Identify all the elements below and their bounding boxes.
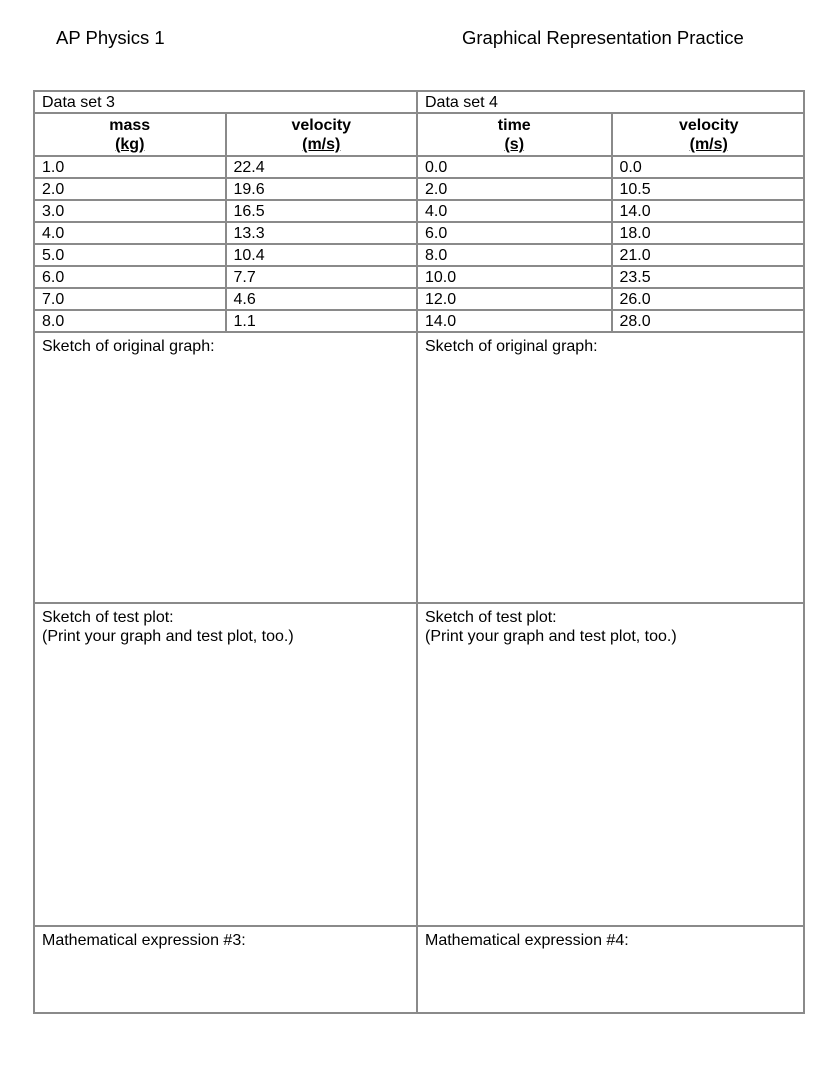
sketch-original-box-4[interactable] xyxy=(418,333,805,604)
worksheet-table xyxy=(33,90,805,1014)
sketch-test-box-4[interactable] xyxy=(418,604,805,927)
mass-cell: 6.0 xyxy=(42,269,65,286)
time-unit: (s) xyxy=(504,136,525,153)
sketch-original-box-3[interactable] xyxy=(35,333,416,604)
time-column-header xyxy=(418,114,611,155)
table-row xyxy=(418,311,805,333)
table-row xyxy=(35,201,416,223)
table-row xyxy=(35,311,416,333)
sketch-test-label: Sketch of test plot: xyxy=(42,609,174,626)
data-set-3-title: Data set 3 xyxy=(35,92,416,114)
table-row xyxy=(35,179,416,201)
table-row xyxy=(418,267,805,289)
velocity-cell: 23.5 xyxy=(611,267,806,287)
velocity-label: velocity xyxy=(678,117,739,134)
velocity-cell: 1.1 xyxy=(225,311,417,331)
table-row xyxy=(418,223,805,245)
velocity-cell: 7.7 xyxy=(225,267,417,287)
time-cell: 6.0 xyxy=(425,225,448,242)
velocity-cell: 26.0 xyxy=(611,289,806,309)
time-cell: 8.0 xyxy=(425,247,448,264)
sketch-test-label: Sketch of test plot: xyxy=(425,609,557,626)
velocity-cell: 14.0 xyxy=(611,201,806,221)
time-cell: 4.0 xyxy=(425,203,448,220)
mass-cell: 8.0 xyxy=(42,313,65,330)
table-row xyxy=(35,289,416,311)
table-row xyxy=(35,223,416,245)
time-label: time xyxy=(497,117,531,134)
sketch-original-label: Sketch of original graph: xyxy=(42,338,215,355)
expression-box-4[interactable] xyxy=(418,927,805,1012)
velocity-cell: 10.5 xyxy=(611,179,806,199)
course-title: AP Physics 1 xyxy=(56,27,165,48)
data-set-3-header xyxy=(35,114,416,157)
print-note: (Print your graph and test plot, too.) xyxy=(425,628,677,645)
table-row xyxy=(418,245,805,267)
table-row xyxy=(418,179,805,201)
velocity-cell: 18.0 xyxy=(611,223,806,243)
data-set-4-title: Data set 4 xyxy=(418,92,805,114)
time-cell: 0.0 xyxy=(425,159,448,176)
table-row xyxy=(35,267,416,289)
mass-cell: 5.0 xyxy=(42,247,65,264)
mass-unit: (kg) xyxy=(115,136,145,153)
velocity-cell: 10.4 xyxy=(225,245,417,265)
mass-cell: 2.0 xyxy=(42,181,65,198)
velocity-cell: 4.6 xyxy=(225,289,417,309)
print-note: (Print your graph and test plot, too.) xyxy=(42,628,294,645)
time-cell: 12.0 xyxy=(425,291,457,308)
velocity-cell: 16.5 xyxy=(225,201,417,221)
velocity-cell: 21.0 xyxy=(611,245,806,265)
mass-cell: 1.0 xyxy=(42,159,65,176)
data-set-4-header xyxy=(418,114,805,157)
table-row xyxy=(35,157,416,179)
time-cell: 14.0 xyxy=(425,313,457,330)
data-set-3-panel xyxy=(35,92,416,1012)
time-cell: 2.0 xyxy=(425,181,448,198)
sketch-original-label: Sketch of original graph: xyxy=(425,338,598,355)
mass-cell: 3.0 xyxy=(42,203,65,220)
velocity-cell: 13.3 xyxy=(225,223,417,243)
data-set-4-panel xyxy=(416,92,805,1012)
velocity-unit: (m/s) xyxy=(689,136,728,153)
velocity-cell: 22.4 xyxy=(225,157,417,177)
table-row xyxy=(35,245,416,267)
worksheet-title: Graphical Representation Practice xyxy=(462,27,744,48)
mass-cell: 4.0 xyxy=(42,225,65,242)
velocity-cell: 0.0 xyxy=(611,157,806,177)
velocity-cell: 19.6 xyxy=(225,179,417,199)
table-row xyxy=(418,157,805,179)
time-cell: 10.0 xyxy=(425,269,457,286)
mass-cell: 7.0 xyxy=(42,291,65,308)
table-row xyxy=(418,289,805,311)
mass-column-header xyxy=(35,114,225,155)
sketch-test-box-3[interactable] xyxy=(35,604,416,927)
velocity-unit: (m/s) xyxy=(302,136,341,153)
velocity-column-header xyxy=(225,114,417,155)
mass-label: mass xyxy=(109,117,151,134)
velocity-cell: 28.0 xyxy=(611,311,806,331)
table-row xyxy=(418,201,805,223)
velocity-label: velocity xyxy=(291,117,352,134)
velocity-column-header xyxy=(611,114,806,155)
expression-label: Mathematical expression #3: xyxy=(42,932,246,949)
expression-box-3[interactable] xyxy=(35,927,416,1012)
expression-label: Mathematical expression #4: xyxy=(425,932,629,949)
